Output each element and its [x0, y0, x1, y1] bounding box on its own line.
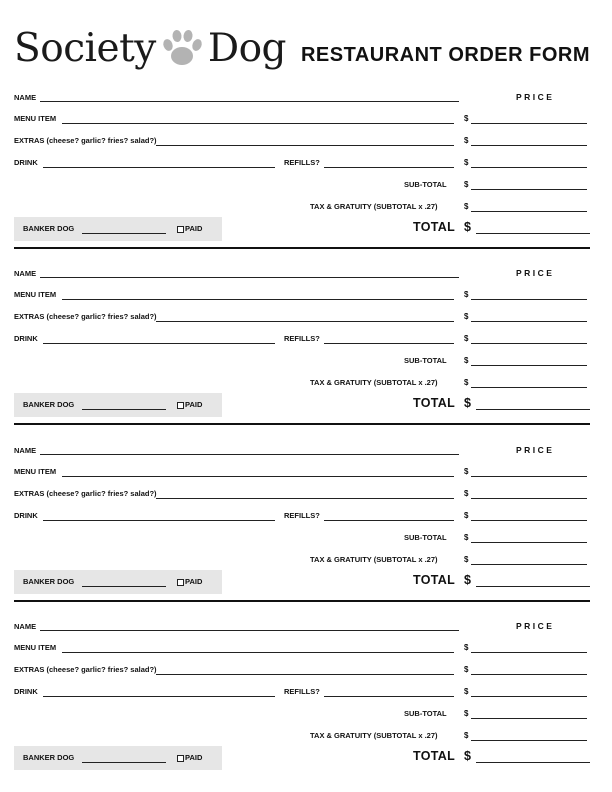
extras-price-field[interactable]	[471, 145, 587, 146]
drink-field[interactable]	[43, 520, 275, 521]
menu-item-label: MENU ITEM	[14, 114, 57, 123]
banker-dog-box	[14, 217, 222, 241]
form-title: RESTAURANT ORDER FORM	[300, 44, 590, 66]
drink-field[interactable]	[43, 343, 275, 344]
extras-field[interactable]	[156, 498, 454, 499]
tax-dollar: $	[464, 731, 469, 740]
subtotal-label: SUB-TOTAL	[404, 180, 447, 189]
extras-price-field[interactable]	[471, 321, 587, 322]
extras-dollar: $	[464, 136, 469, 145]
banker-dog-field[interactable]	[82, 586, 166, 587]
menu-item-field[interactable]	[62, 299, 454, 300]
drink-dollar: $	[464, 334, 469, 343]
menu-item-price-field[interactable]	[471, 123, 587, 124]
subtotal-field[interactable]	[471, 542, 587, 543]
extras-price-field[interactable]	[471, 674, 587, 675]
extras-label: EXTRAS (cheese? garlic? fries? salad?)	[14, 489, 157, 498]
total-field[interactable]	[476, 233, 590, 234]
tax-gratuity-label: TAX & GRATUITY (SUBTOTAL x .27)	[310, 378, 438, 387]
section-divider	[14, 600, 590, 602]
paid-label: PAID	[185, 577, 203, 586]
paid-checkbox[interactable]	[177, 755, 184, 762]
paid-label: PAID	[185, 753, 203, 762]
menu-item-price-field[interactable]	[471, 476, 587, 477]
extras-field[interactable]	[156, 321, 454, 322]
total-dollar: $	[464, 220, 471, 234]
subtotal-field[interactable]	[471, 718, 587, 719]
refills-label: REFILLS?	[284, 511, 320, 520]
total-label: TOTAL	[413, 573, 456, 587]
subtotal-field[interactable]	[471, 189, 587, 190]
extras-dollar: $	[464, 665, 469, 674]
refills-label: REFILLS?	[284, 334, 320, 343]
name-field[interactable]	[40, 630, 459, 631]
menu-item-field[interactable]	[62, 476, 454, 477]
drink-price-field[interactable]	[471, 520, 587, 521]
tax-gratuity-label: TAX & GRATUITY (SUBTOTAL x .27)	[310, 555, 438, 564]
refills-field[interactable]	[324, 343, 454, 344]
tax-gratuity-label: TAX & GRATUITY (SUBTOTAL x .27)	[310, 731, 438, 740]
banker-dog-field[interactable]	[82, 233, 166, 234]
refills-field[interactable]	[324, 520, 454, 521]
menu-item-dollar: $	[464, 114, 469, 123]
paid-checkbox[interactable]	[177, 226, 184, 233]
tax-gratuity-label: TAX & GRATUITY (SUBTOTAL x .27)	[310, 202, 438, 211]
banker-dog-box	[14, 746, 222, 770]
banker-dog-field[interactable]	[82, 409, 166, 410]
subtotal-label: SUB-TOTAL	[404, 356, 447, 365]
name-label: NAME	[14, 269, 37, 278]
paid-checkbox[interactable]	[177, 579, 184, 586]
banker-dog-label: BANKER DOG	[23, 400, 75, 409]
banker-dog-label: BANKER DOG	[23, 753, 75, 762]
society-dog-logo	[14, 18, 286, 78]
name-label: NAME	[14, 622, 37, 631]
banker-dog-label: BANKER DOG	[23, 224, 75, 233]
extras-label: EXTRAS (cheese? garlic? fries? salad?)	[14, 312, 157, 321]
subtotal-dollar: $	[464, 180, 469, 189]
menu-item-field[interactable]	[62, 123, 454, 124]
name-field[interactable]	[40, 101, 459, 102]
drink-price-field[interactable]	[471, 167, 587, 168]
order-section	[0, 441, 612, 615]
extras-dollar: $	[464, 489, 469, 498]
paid-label: PAID	[185, 400, 203, 409]
tax-dollar: $	[464, 555, 469, 564]
extras-field[interactable]	[156, 674, 454, 675]
order-section	[0, 88, 612, 262]
drink-dollar: $	[464, 511, 469, 520]
section-divider	[14, 247, 590, 249]
paid-label: PAID	[185, 224, 203, 233]
logo-text-left: Society	[14, 25, 156, 71]
total-dollar: $	[464, 749, 471, 763]
tax-dollar: $	[464, 378, 469, 387]
banker-dog-box	[14, 393, 222, 417]
drink-price-field[interactable]	[471, 696, 587, 697]
drink-label: DRINK	[14, 158, 38, 167]
total-field[interactable]	[476, 586, 590, 587]
menu-item-label: MENU ITEM	[14, 467, 57, 476]
refills-field[interactable]	[324, 696, 454, 697]
name-label: NAME	[14, 446, 37, 455]
drink-dollar: $	[464, 687, 469, 696]
price-heading: PRICE	[516, 445, 555, 455]
menu-item-dollar: $	[464, 290, 469, 299]
extras-label: EXTRAS (cheese? garlic? fries? salad?)	[14, 136, 157, 145]
refills-label: REFILLS?	[284, 687, 320, 696]
order-section	[0, 264, 612, 438]
price-heading: PRICE	[516, 621, 555, 631]
tax-gratuity-field[interactable]	[471, 564, 587, 565]
total-label: TOTAL	[413, 396, 456, 410]
logo-text-right: Dog	[207, 25, 287, 71]
tax-gratuity-field[interactable]	[471, 387, 587, 388]
subtotal-field[interactable]	[471, 365, 587, 366]
extras-field[interactable]	[156, 145, 454, 146]
subtotal-dollar: $	[464, 533, 469, 542]
drink-field[interactable]	[43, 696, 275, 697]
name-label: NAME	[14, 93, 37, 102]
menu-item-field[interactable]	[62, 652, 454, 653]
extras-dollar: $	[464, 312, 469, 321]
total-label: TOTAL	[413, 749, 456, 763]
drink-label: DRINK	[14, 334, 38, 343]
subtotal-dollar: $	[464, 356, 469, 365]
menu-item-price-field[interactable]	[471, 299, 587, 300]
form-header	[0, 0, 612, 88]
banker-dog-label: BANKER DOG	[23, 577, 75, 586]
menu-item-price-field[interactable]	[471, 652, 587, 653]
extras-price-field[interactable]	[471, 498, 587, 499]
menu-item-label: MENU ITEM	[14, 643, 57, 652]
paw-print-icon	[160, 26, 204, 70]
tax-dollar: $	[464, 202, 469, 211]
drink-label: DRINK	[14, 687, 38, 696]
paid-checkbox[interactable]	[177, 402, 184, 409]
drink-field[interactable]	[43, 167, 275, 168]
total-dollar: $	[464, 396, 471, 410]
drink-price-field[interactable]	[471, 343, 587, 344]
tax-gratuity-field[interactable]	[471, 740, 587, 741]
menu-item-label: MENU ITEM	[14, 290, 57, 299]
total-label: TOTAL	[413, 220, 456, 234]
section-divider	[14, 423, 590, 425]
tax-gratuity-field[interactable]	[471, 211, 587, 212]
total-field[interactable]	[476, 409, 590, 410]
total-field[interactable]	[476, 762, 590, 763]
drink-dollar: $	[464, 158, 469, 167]
menu-item-dollar: $	[464, 467, 469, 476]
menu-item-dollar: $	[464, 643, 469, 652]
extras-label: EXTRAS (cheese? garlic? fries? salad?)	[14, 665, 157, 674]
refills-field[interactable]	[324, 167, 454, 168]
banker-dog-field[interactable]	[82, 762, 166, 763]
subtotal-label: SUB-TOTAL	[404, 533, 447, 542]
drink-label: DRINK	[14, 511, 38, 520]
refills-label: REFILLS?	[284, 158, 320, 167]
banker-dog-box	[14, 570, 222, 594]
price-heading: PRICE	[516, 268, 555, 278]
order-section	[0, 617, 612, 791]
total-dollar: $	[464, 573, 471, 587]
subtotal-dollar: $	[464, 709, 469, 718]
name-field[interactable]	[40, 277, 459, 278]
price-heading: PRICE	[516, 92, 555, 102]
subtotal-label: SUB-TOTAL	[404, 709, 447, 718]
name-field[interactable]	[40, 454, 459, 455]
